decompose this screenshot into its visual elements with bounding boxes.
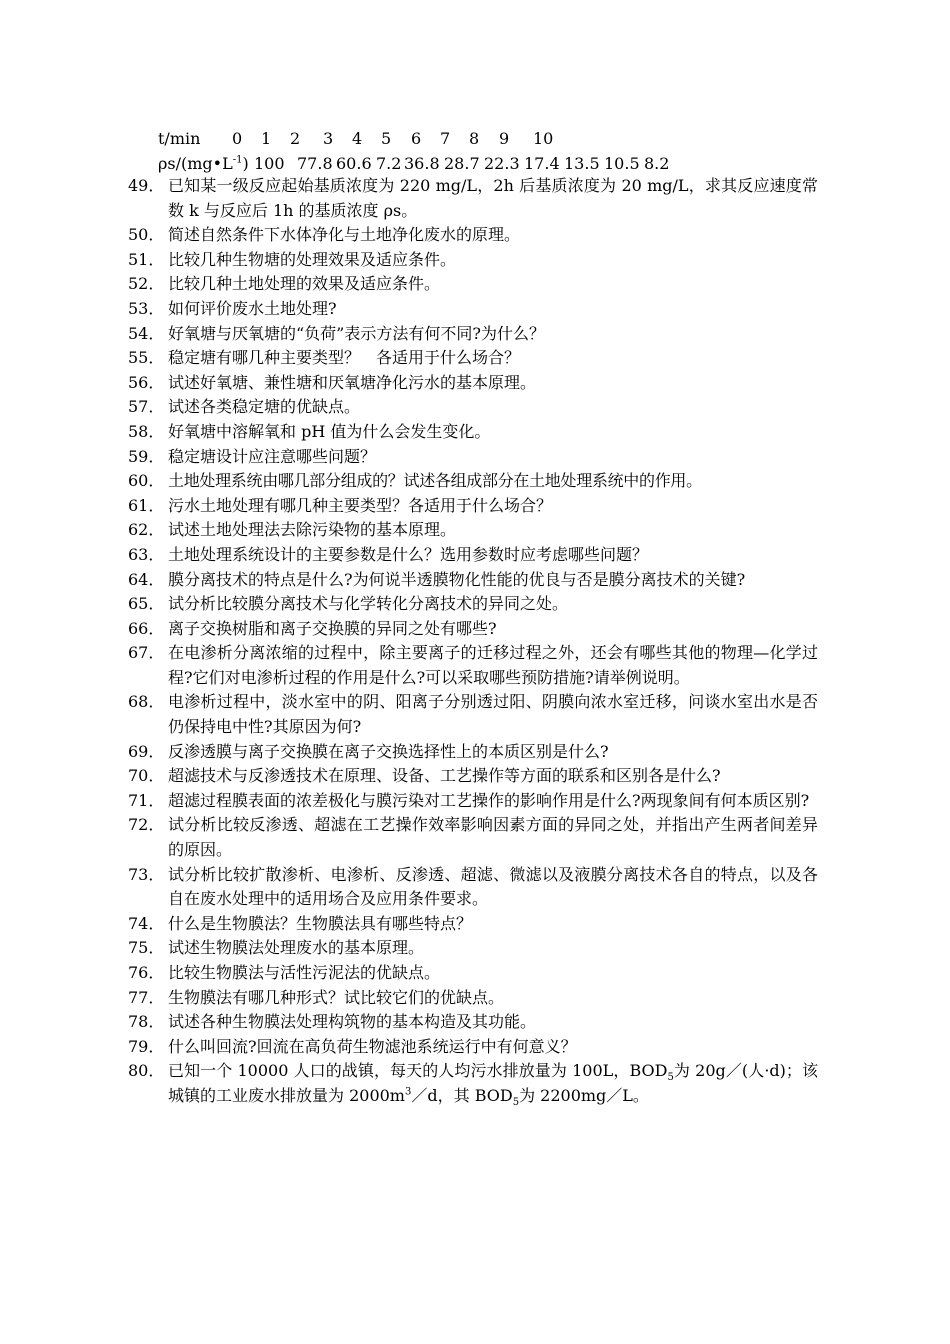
question-text: 试述好氧塘、兼性塘和厌氧塘净化污水的基本原理。 [168,372,537,392]
concentration-label-exponent: -1 [232,154,243,166]
concentration-cell: 22.3 [484,154,520,173]
question-item [128,420,818,445]
question-item [128,322,818,347]
concentration-label-close: ) [242,154,249,173]
question-text [168,1059,818,1108]
concentration-cell: 100 [254,154,285,173]
time-cell: 8 [469,129,480,148]
question-number: 57． [128,397,165,417]
question-number: 80． [128,1061,165,1081]
question-text: 污水土地处理有哪几种主要类型？各适用于什么场合？ [168,495,553,515]
question-item [128,986,818,1011]
question-text: 什么是生物膜法？生物膜法具有哪些特点？ [168,913,473,933]
concentration-cell: 7.2 [376,154,402,173]
question-item [128,912,818,937]
question-text: 试述生物膜法处理废水的基本原理。 [168,938,425,958]
question-item [128,690,818,739]
question-text: 试分析比较反渗透、超滤在工艺操作效率影响因素方面的异同之处，并指出产生两者间差异的原因。 [168,815,818,860]
question-text: 比较生物膜法与活性污泥法的优缺点。 [168,963,441,982]
question-text: 离子交换树脂和离子交换膜的异同之处有哪些? [168,618,497,638]
question-number: 65． [128,594,165,614]
question-text: 已知某一级反应起始基质浓度为 220 mg/L，2h 后基质浓度为 20 mg/L，求其反应速度常数 k 与反应后 1h 的基质浓度 ρs。 [168,176,818,220]
concentration-cell: 36.8 [404,154,440,173]
question-item [128,518,818,543]
time-cell: 2 [290,129,301,148]
question-number: 59． [128,446,165,466]
question-number: 58． [128,421,165,441]
question-text: 土地处理系统设计的主要参数是什么？选用参数时应考虑哪些问题？ [168,544,649,564]
concentration-cell: 60.6 [336,154,372,173]
question-item [128,297,818,322]
time-cell: 9 [499,129,510,148]
question-number: 53． [128,298,165,318]
time-row-label: t/min [158,129,201,148]
question-text-part: 为 2200mg／L。 [519,1085,649,1105]
question-number: 78． [128,1012,165,1032]
concentration-row [158,151,858,176]
question-number: 79． [128,1036,165,1056]
time-cell: 7 [440,129,451,148]
question-text: 好氧塘与厌氧塘的“负荷”表示方法有何不同?为什么？ [168,323,545,343]
concentration-time-table [158,126,858,176]
question-item [128,592,818,617]
question-text: 比较几种土地处理的效果及适应条件。 [168,274,441,294]
question-text: 土地处理系统由哪几部分组成的？试述各组成部分在土地处理系统中的作用。 [168,471,702,491]
question-text: 试述土地处理法去除污染物的基本原理。 [168,520,457,540]
question-item [128,543,818,568]
question-text: 试分析比较膜分离技术与化学转化分离技术的异同之处。 [168,594,569,614]
time-cell: 3 [323,129,334,148]
question-item [128,764,818,789]
bod-subscript: 5 [512,1097,520,1109]
question-number: 74． [128,913,165,933]
question-item [128,740,818,765]
concentration-cell: 10.5 [604,154,640,173]
question-number: 77． [128,987,165,1007]
question-item [128,371,818,396]
question-item [128,641,818,690]
question-number: 71． [128,790,165,810]
question-text: 稳定塘有哪几种主要类型？ 各适用于什么场合？ [168,348,521,368]
question-text: 好氧塘中溶解氧和 pH 值为什么会发生变化。 [168,421,491,441]
question-item [128,1035,818,1060]
question-number: 52． [128,274,165,294]
question-text: 比较几种生物塘的处理效果及适应条件。 [168,249,457,269]
question-text: 如何评价废水土地处理? [168,298,337,318]
question-item [128,617,818,642]
question-item [128,445,818,470]
cubic-superscript: 3 [404,1086,412,1098]
question-item [128,789,818,814]
question-number: 62． [128,520,165,540]
time-cell: 5 [381,129,392,148]
concentration-cell: 17.4 [524,154,560,173]
question-text: 在电渗析分离浓缩的过程中，除主要离子的迁移过程之外，还会有哪些其他的物理—化学过程?它们对电渗析过程的作用是什么?可以采取哪些预防措施?请举例说明。 [168,643,818,687]
question-number: 68． [128,692,165,712]
question-text: 反渗透膜与离子交换膜在离子交换选择性上的本质区别是什么? [168,741,609,761]
question-number: 64． [128,569,165,589]
time-cell: 1 [261,129,272,148]
concentration-label-text: ρs/(mg•L [158,154,233,173]
question-number: 63． [128,544,165,564]
question-text: 超滤技术与反渗透技术在原理、设备、工艺操作等方面的联系和区别各是什么? [168,766,721,786]
question-number: 60． [128,471,165,491]
concentration-cell: 28.7 [444,154,480,173]
question-text: 电渗析过程中，淡水室中的阴、阳离子分别透过阳、阴膜向浓水室迁移，问谈水室出水是否仍保持电中性?其原因为何? [168,692,818,737]
question-item [128,1010,818,1035]
question-text: 简述自然条件下水体净化与土地净化废水的原理。 [168,225,521,245]
question-number: 66． [128,618,165,638]
question-item [128,248,818,273]
question-text: 稳定塘设计应注意哪些问题？ [168,446,377,466]
concentration-cell: 77.8 [297,154,333,173]
question-number: 50． [128,225,165,245]
question-text: 试述各类稳定塘的优缺点。 [168,397,361,417]
question-item [128,272,818,297]
question-number: 72． [128,815,165,835]
question-item [128,961,818,986]
question-list [128,174,818,1109]
question-text: 超滤过程膜表面的浓差极化与膜污染对工艺操作的影响作用是什么?两现象间有何本质区别? [168,790,810,810]
bod-subscript: 5 [667,1072,674,1084]
time-cell: 4 [352,129,363,148]
question-text-part: ／d，其 BOD [411,1085,513,1105]
question-number: 76． [128,963,165,982]
question-number: 69． [128,741,165,761]
concentration-cell: 8.2 [644,154,670,173]
question-number: 73． [128,864,165,884]
question-number: 55． [128,348,165,368]
question-number: 70． [128,766,165,786]
question-item [128,813,818,862]
question-item [128,568,818,593]
question-text: 生物膜法有哪几种形式？试比较它们的优缺点。 [168,987,505,1007]
question-text: 试分析比较扩散渗析、电渗析、反渗透、超滤、微滤以及液膜分离技术各自的特点，以及各自在废水处理中的适用场合及应用条件要求。 [168,864,818,909]
question-text-part: 已知一个 10000 人口的战镇，每天的人均污水排放量为 100L，BOD [168,1061,668,1081]
question-number: 51． [128,249,165,269]
question-item [128,395,818,420]
time-cell: 10 [533,129,554,148]
question-text-part: 为 20g／(人·d)；该城镇的工业废水排放量为 2000m [168,1061,818,1105]
question-item [128,223,818,248]
time-cell: 0 [232,129,243,148]
question-item [128,863,818,912]
question-number: 49． [128,176,165,195]
question-text: 什么叫回流?回流在高负荷生物滤池系统运行中有何意义？ [168,1036,577,1056]
question-item [128,346,818,371]
question-item [128,1059,818,1108]
question-number: 54． [128,323,165,343]
question-item [128,174,818,223]
question-item [128,936,818,961]
time-row [158,126,858,151]
question-item [128,469,818,494]
time-cell: 6 [411,129,422,148]
question-text: 试述各种生物膜法处理构筑物的基本构造及其功能。 [168,1012,537,1032]
question-item [128,494,818,519]
question-text: 膜分离技术的特点是什么?为何说半透膜物化性能的优良与否是膜分离技术的关键? [168,569,746,589]
question-number: 75． [128,938,165,958]
question-number: 61． [128,495,165,515]
concentration-row-label [158,151,249,176]
concentration-cell: 13.5 [564,154,600,173]
question-number: 56． [128,372,165,392]
question-number: 67． [128,643,165,663]
